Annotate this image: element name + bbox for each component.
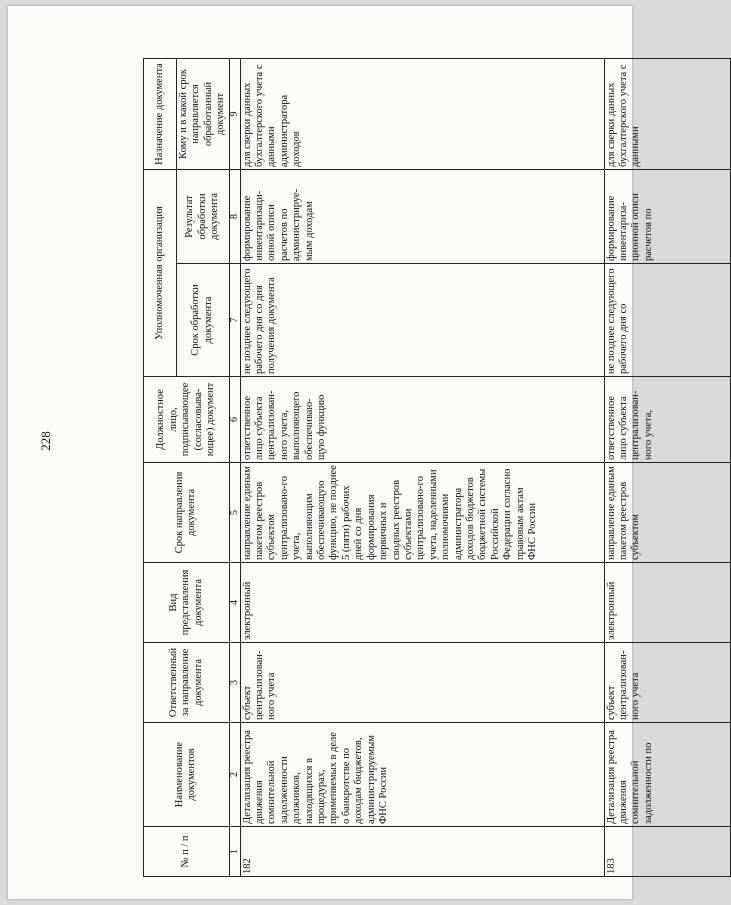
header-processing-result: Результат обработки документа: [177, 170, 230, 264]
column-number: 3: [229, 643, 240, 723]
page-number: 228: [38, 431, 53, 451]
form-cell: электронный: [240, 563, 604, 643]
document-name-cell: Детализация реестра движения сомнительной задолженности должников, находящихся в процедурах, применяемых в деле о банкротстве по доходам бюджетов, администрируемым ФНС России: [240, 723, 604, 827]
column-number-row: [229, 59, 240, 877]
rotated-table-container: [143, 59, 654, 877]
header-responsible: Ответственный за направление документа: [144, 643, 230, 723]
recipient-cell: для сверки данных бухгалтерского учета с данными администратора доходов: [240, 59, 604, 170]
column-number: 4: [229, 563, 240, 643]
column-number: 1: [229, 827, 240, 877]
recipient-cell: для сверки данных бухгалтерского учета с данными: [604, 59, 730, 170]
header-form: Вид представления документа: [144, 563, 230, 643]
row-number: 182: [240, 827, 604, 877]
responsible-cell: субъект централизован-ного учета: [604, 643, 730, 723]
processing-term-cell: не позднее следующего рабочего дня со дня получения документа: [240, 264, 604, 377]
official-cell: ответственное лицо субъекта централизован-ного учета, выполняющего обеспечиваю-щую функцию: [240, 377, 604, 463]
official-cell: ответственное лицо субъекта централизован-ного учета,: [604, 377, 730, 463]
column-number: 2: [229, 723, 240, 827]
processing-result-cell: формирование инвентариза-ционной описи расчетов по: [604, 170, 730, 264]
header-row-top: [144, 59, 177, 877]
header-processing-term: Срок обработки документа: [177, 264, 230, 377]
term-cell: направление единым пакетом реестров субъектом централизовано-го учета, выполняющим обеспечивающую функцию, не позднее 5 (пяти) рабочих дней со дня формирования первичных и сводных реестров субъектами централизовано-го учета, наделенными полномочиями администратора доходов бюджетов бюджетной системы Российской Федерации согласно правовым актам ФНС России: [240, 463, 604, 563]
column-number: 7: [229, 264, 240, 377]
row-number: 183: [604, 827, 730, 877]
table-row: [240, 59, 604, 877]
header-document-name: Наименование документов: [144, 723, 230, 827]
term-cell: направление единым пакетом реестров субъектом: [604, 463, 730, 563]
column-number: 6: [229, 377, 240, 463]
header-number: № п / п: [144, 827, 230, 877]
header-official: Должностное лицо, подписывающее (согласовыва-ющее) документ: [144, 377, 230, 463]
header-authorized-org: Уполномоченная организация: [144, 170, 177, 377]
document-name-cell: Детализация реестра движения сомнительной задолженности по: [604, 723, 730, 827]
header-term: Срок направления документа: [144, 463, 230, 563]
documents-table: [143, 58, 731, 877]
processing-term-cell: не позднее следующего рабочего дня со: [604, 264, 730, 377]
table-row: [604, 59, 730, 877]
processing-result-cell: формирование инвентаризаци-онной описи расчетов по администрируе-мым доходам: [240, 170, 604, 264]
header-recipient: Кому и в какой срок направляется обработанный документ: [177, 59, 230, 170]
header-purpose-group: Назначение документа: [144, 59, 177, 170]
document-page: [8, 6, 654, 899]
column-number: 9: [229, 59, 240, 170]
form-cell: электронный: [604, 563, 730, 643]
responsible-cell: субъект централизован-ного учета: [240, 643, 604, 723]
column-number: 5: [229, 463, 240, 563]
column-number: 8: [229, 170, 240, 264]
